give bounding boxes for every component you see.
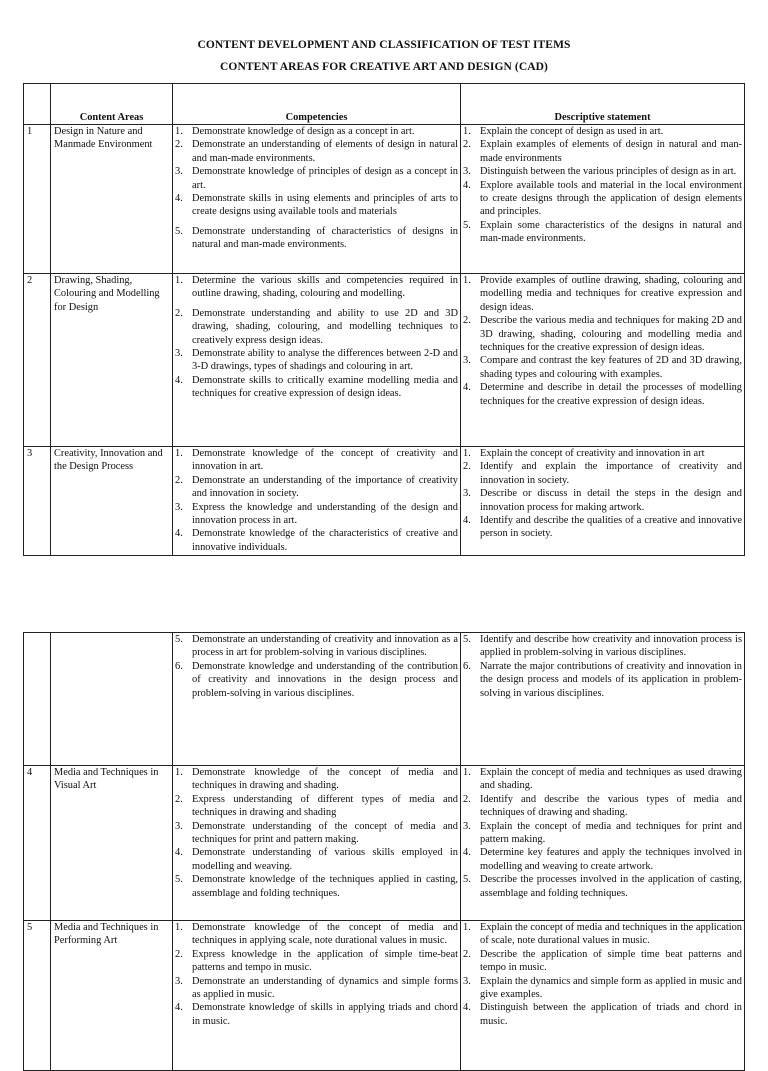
content-area: Media and Techniques in Visual Art <box>51 766 173 921</box>
list-item: 5. Demonstrate an understanding of creativity and innovation as a process in art for problem-solving in various disciplines. <box>175 634 458 659</box>
list-item: 1. Explain the concept of creativity and innovation in art <box>463 448 705 459</box>
row-number <box>24 633 51 766</box>
header-competencies: Competencies <box>173 84 461 125</box>
list-item: 5. Identify and describe how creativity and innovation process is applied in problem-solving in various disciplines. <box>463 634 742 659</box>
content-table-page2 <box>23 632 745 1071</box>
content-table-page1 <box>23 83 745 556</box>
list-item: 3. Explain the concept of media and techniques for print and pattern making. <box>463 820 742 846</box>
list-item: 2. Demonstrate understanding and ability to use 2D and 3D drawing, shading, colouring, and modelling techniques to creatively express design ideas. <box>175 307 458 346</box>
list-item: 1. Explain the concept of media and techniques in the application of scale, note durational values in music. <box>463 922 742 947</box>
list-item: 2. Identify and explain the importance of creativity and innovation in society. <box>463 461 742 486</box>
table-row <box>24 921 745 1071</box>
descriptive-cell <box>461 921 745 1071</box>
list-item: 6. Narrate the major contributions of creativity and innovation in the design process and models of its application in problem-solving in various disciplines. <box>463 660 742 699</box>
list-item: 5. Describe the processes involved in the application of casting, assemblage and folding techniques. <box>463 874 742 899</box>
list-item: 1. Determine the various skills and competencies required in outline drawing, shading, colouring and modelling. <box>175 275 458 300</box>
list-item: 5. Explain some characteristics of the designs in natural and man-made environments. <box>463 219 742 245</box>
table-row <box>24 766 745 921</box>
header-descriptive-statement: Descriptive statement <box>461 84 745 125</box>
descriptive-cell <box>461 633 745 766</box>
list-item: 4. Demonstrate knowledge of the characteristics of creative and innovative individuals. <box>175 528 458 553</box>
row-number: 5 <box>24 921 51 1071</box>
list-item: 2. Describe the various media and techniques for making 2D and 3D drawing, shading, colouring and modelling media and techniques for the creative expression of design ideas. <box>463 315 742 354</box>
list-item: 3. Demonstrate an understanding of dynamics and simple forms as applied in music. <box>175 975 458 1001</box>
row-number: 3 <box>24 447 51 556</box>
row-number: 4 <box>24 766 51 921</box>
list-item: 2. Express knowledge in the application of simple time-beat patterns and tempo in music. <box>175 948 458 974</box>
list-item: 2. Identify and describe the various types of media and techniques of drawing and shading. <box>463 793 742 819</box>
content-area: Creativity, Innovation and the Design Process <box>51 447 173 556</box>
list-item: 3. Distinguish between the various principles of design as in art. <box>463 166 737 178</box>
header-content-areas: Content Areas <box>51 84 173 125</box>
list-item: 1. Demonstrate knowledge of the concept of media and techniques in applying scale, note durational values in music. <box>175 922 458 947</box>
list-item: 4. Distinguish between the application of triads and chord in music. <box>463 1002 742 1027</box>
list-item: 1. Explain the concept of media and techniques as used drawing and shading. <box>463 767 742 792</box>
list-item: 2. Express understanding of different types of media and techniques in drawing and shading <box>175 793 458 819</box>
list-item: 3. Demonstrate understanding of the concept of media and techniques for print and pattern making. <box>175 820 458 846</box>
row-number: 2 <box>24 274 51 447</box>
list-item: 4. Identify and describe the qualities of a creative and innovative person in society. <box>463 515 742 540</box>
list-item: 4. Explore available tools and material in the local environment to create designs through the application of design elements and principles. <box>463 179 742 218</box>
list-item: 6. Demonstrate knowledge and understanding of the contribution of creativity and innovations in the design process and problem-solving in various disciplines. <box>175 660 458 699</box>
list-item: 4. Demonstrate understanding of various skills employed in modelling and weaving. <box>175 847 458 872</box>
list-item: 3. Demonstrate ability to analyse the differences between 2-D and 3-D drawings, types of shadings and colouring in art. <box>175 348 458 373</box>
list-item: 1. Demonstrate knowledge of the concept of creativity and innovation in art. <box>175 448 458 473</box>
list-item: 3. Explain the dynamics and simple form as applied in music and give examples. <box>463 975 742 1001</box>
table-row <box>24 447 745 556</box>
header-number <box>24 84 51 125</box>
list-item: 4. Demonstrate skills to critically examine modelling media and techniques for creative expression of design ideas. <box>175 374 458 400</box>
document-subtitle: CONTENT AREAS FOR CREATIVE ART AND DESIGN (CAD) <box>220 61 548 73</box>
list-item: 4. Demonstrate skills in using elements and principles of arts to create designs using available tools and materials <box>175 193 458 218</box>
descriptive-cell <box>461 274 745 447</box>
competencies-cell <box>173 633 461 766</box>
document-title: CONTENT DEVELOPMENT AND CLASSIFICATION OF TEST ITEMS <box>197 39 571 51</box>
list-item: 4. Demonstrate knowledge of skills in applying triads and chord in music. <box>175 1002 458 1027</box>
list-item: 3. Describe or discuss in detail the steps in the design and innovation process for making artwork. <box>463 488 742 513</box>
content-area <box>51 633 173 766</box>
content-area: Media and Techniques in Performing Art <box>51 921 173 1071</box>
table-row <box>24 633 745 766</box>
list-item: 1. Provide examples of outline drawing, shading, colouring and modelling media and techniques for creative expression and design ideas. <box>463 275 742 313</box>
list-item: 1. Explain the concept of design as used in art. <box>463 126 664 137</box>
list-item: 4. Determine key features and apply the techniques involved in modelling and weaving to create artwork. <box>463 847 742 872</box>
content-area: Design in Nature and Manmade Environment <box>51 125 173 274</box>
competencies-cell <box>173 921 461 1071</box>
competencies-cell <box>173 274 461 447</box>
table-row <box>24 274 745 447</box>
table-header-row <box>24 84 745 125</box>
list-item: 3. Express the knowledge and understanding of the design and innovation process in art. <box>175 501 458 527</box>
list-item: 2. Demonstrate an understanding of the importance of creativity and innovation in society. <box>175 474 458 500</box>
list-item: 1. Demonstrate knowledge of design as a concept in art. <box>175 126 415 137</box>
competencies-cell <box>173 447 461 556</box>
list-item: 2. Demonstrate an understanding of elements of design in natural and man-made environments. <box>175 139 458 164</box>
table-row <box>24 125 745 274</box>
row-number: 1 <box>24 125 51 274</box>
list-item: 3. Demonstrate knowledge of principles of design as a concept in art. <box>175 166 458 191</box>
list-item: 5. Demonstrate understanding of characteristics of designs in natural and man-made environments. <box>175 225 458 251</box>
competencies-cell <box>173 766 461 921</box>
list-item: 3. Compare and contrast the key features of 2D and 3D drawing, shading types and colouring with examples. <box>463 355 742 380</box>
list-item: 5. Demonstrate knowledge of the techniques applied in casting, assemblage and folding techniques. <box>175 874 458 899</box>
list-item: 1. Demonstrate knowledge of the concept of media and techniques in drawing and shading. <box>175 767 458 792</box>
descriptive-cell <box>461 766 745 921</box>
list-item: 2. Explain examples of elements of design in natural and man-made environments <box>463 139 742 164</box>
descriptive-cell <box>461 125 745 274</box>
content-area: Drawing, Shading, Colouring and Modelling for Design <box>51 274 173 447</box>
competencies-cell <box>173 125 461 274</box>
list-item: 4. Determine and describe in detail the processes of modelling techniques for the creative expression of design ideas. <box>463 382 742 407</box>
list-item: 2. Describe the application of simple time beat patterns and tempo in music. <box>463 948 742 974</box>
descriptive-cell <box>461 447 745 556</box>
